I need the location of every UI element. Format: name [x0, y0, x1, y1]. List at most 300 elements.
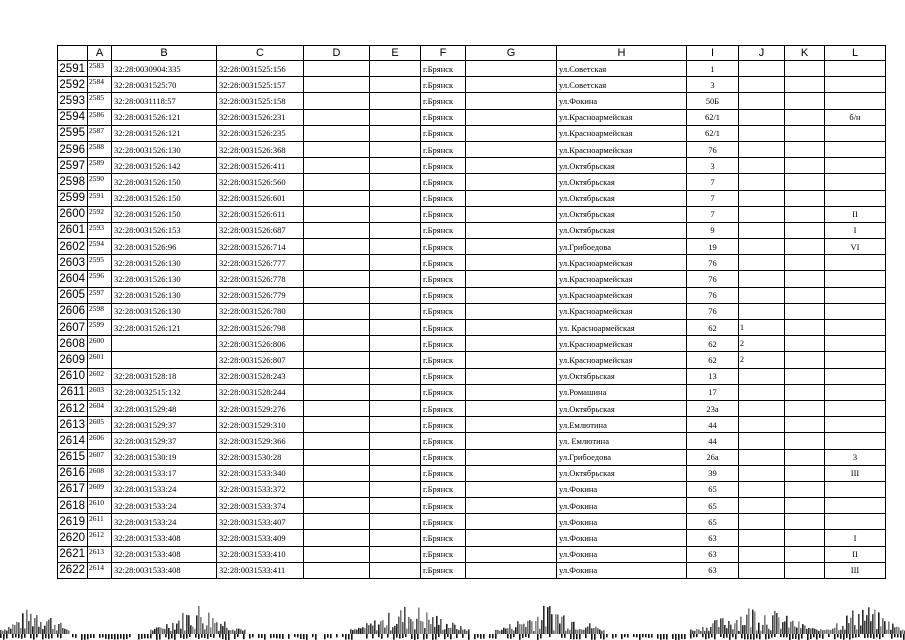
cell-c: 32:28:0031526:560	[217, 174, 304, 190]
cell-a: 2614	[88, 562, 112, 578]
table-row	[58, 384, 886, 400]
cell-l	[825, 481, 886, 497]
cell-b: 32:28:0031528:18	[112, 368, 217, 384]
cell-i: 3	[687, 77, 739, 93]
cell-e	[370, 465, 421, 481]
column-header-h: H	[557, 46, 687, 61]
cell-e	[370, 562, 421, 578]
cell-h: ул.Октябрьская	[557, 368, 687, 384]
row-number: 2599	[58, 190, 88, 206]
cell-l	[825, 320, 886, 336]
table-row	[58, 271, 886, 287]
cell-h: ул.Фокина	[557, 562, 687, 578]
cell-a: 2613	[88, 546, 112, 562]
cell-k	[785, 61, 825, 77]
cell-f: г.Брянск	[421, 352, 466, 368]
cell-k	[785, 514, 825, 530]
cell-f: г.Брянск	[421, 206, 466, 222]
cell-j	[739, 417, 785, 433]
cell-i: 63	[687, 562, 739, 578]
cell-i: 3	[687, 158, 739, 174]
cell-j	[739, 206, 785, 222]
row-number: 2597	[58, 158, 88, 174]
cell-f: г.Брянск	[421, 546, 466, 562]
cell-e	[370, 239, 421, 255]
cell-h: ул.Октябрьская	[557, 465, 687, 481]
cell-a: 2598	[88, 303, 112, 319]
cell-c: 32:28:0031526:411	[217, 158, 304, 174]
cell-g	[466, 271, 557, 287]
cell-i: 50Б	[687, 93, 739, 109]
cell-g	[466, 384, 557, 400]
cell-g	[466, 255, 557, 271]
cell-k	[785, 546, 825, 562]
cell-k	[785, 368, 825, 384]
cell-h: ул.Красноармейская	[557, 255, 687, 271]
cell-h: ул.Красноармейская	[557, 287, 687, 303]
cell-f: г.Брянск	[421, 77, 466, 93]
cell-e	[370, 287, 421, 303]
cell-b	[112, 352, 217, 368]
cell-i: 39	[687, 465, 739, 481]
cell-b: 32:28:0031526:121	[112, 125, 217, 141]
cell-j	[739, 109, 785, 125]
cell-g	[466, 368, 557, 384]
cell-b: 32:28:0031118:57	[112, 93, 217, 109]
table-row	[58, 61, 886, 77]
cell-b: 32:28:0031526:130	[112, 271, 217, 287]
cell-a: 2587	[88, 125, 112, 141]
cell-f: г.Брянск	[421, 433, 466, 449]
cell-e	[370, 158, 421, 174]
table-row	[58, 158, 886, 174]
cell-j	[739, 174, 785, 190]
cell-i: 7	[687, 190, 739, 206]
table-row	[58, 368, 886, 384]
cell-j	[739, 465, 785, 481]
cell-k	[785, 174, 825, 190]
cell-g	[466, 417, 557, 433]
cell-l	[825, 174, 886, 190]
cell-f: г.Брянск	[421, 141, 466, 157]
cell-i: 76	[687, 141, 739, 157]
cell-h: ул.Октябрьская	[557, 400, 687, 416]
cell-c: 32:28:0031526:235	[217, 125, 304, 141]
table-row	[58, 222, 886, 238]
row-number: 2615	[58, 449, 88, 465]
cell-c: 32:28:0031530:28	[217, 449, 304, 465]
cell-f: г.Брянск	[421, 384, 466, 400]
cell-g	[466, 320, 557, 336]
cell-b: 32:28:0031526:130	[112, 141, 217, 157]
row-number: 2609	[58, 352, 88, 368]
cell-c: 32:28:0031533:374	[217, 498, 304, 514]
cell-e	[370, 255, 421, 271]
cell-l: II	[825, 546, 886, 562]
cell-g	[466, 400, 557, 416]
table-row	[58, 320, 886, 336]
cell-k	[785, 158, 825, 174]
cell-l: б/н	[825, 109, 886, 125]
cell-b: 32:28:0031529:37	[112, 433, 217, 449]
cell-d	[304, 498, 370, 514]
cell-b: 32:28:0031525:70	[112, 77, 217, 93]
cell-l	[825, 287, 886, 303]
cell-e	[370, 320, 421, 336]
cell-e	[370, 93, 421, 109]
cell-c: 32:28:0031526:779	[217, 287, 304, 303]
cell-e	[370, 417, 421, 433]
cell-j	[739, 530, 785, 546]
cell-f: г.Брянск	[421, 190, 466, 206]
cell-b: 32:28:0031529:48	[112, 400, 217, 416]
row-number: 2621	[58, 546, 88, 562]
cell-l	[825, 498, 886, 514]
cell-a: 2589	[88, 158, 112, 174]
cell-i: 7	[687, 206, 739, 222]
cell-b: 32:28:0031526:121	[112, 320, 217, 336]
cell-d	[304, 530, 370, 546]
cell-l: II	[825, 206, 886, 222]
cell-e	[370, 368, 421, 384]
table-row	[58, 125, 886, 141]
cell-k	[785, 481, 825, 497]
cell-i: 62	[687, 320, 739, 336]
cell-a: 2610	[88, 498, 112, 514]
cell-b: 32:28:0031533:408	[112, 562, 217, 578]
cell-f: г.Брянск	[421, 481, 466, 497]
cell-j	[739, 481, 785, 497]
cell-k	[785, 190, 825, 206]
cell-e	[370, 481, 421, 497]
row-number: 2614	[58, 433, 88, 449]
cell-c: 32:28:0031529:310	[217, 417, 304, 433]
cell-c: 32:28:0031528:243	[217, 368, 304, 384]
row-number: 2607	[58, 320, 88, 336]
cell-k	[785, 449, 825, 465]
cell-c: 32:28:0031533:372	[217, 481, 304, 497]
cell-l	[825, 271, 886, 287]
cell-a: 2586	[88, 109, 112, 125]
cell-c: 32:28:0031533:340	[217, 465, 304, 481]
cell-d	[304, 109, 370, 125]
cell-e	[370, 125, 421, 141]
table-row	[58, 336, 886, 352]
cell-d	[304, 514, 370, 530]
cell-a: 2585	[88, 93, 112, 109]
row-number: 2608	[58, 336, 88, 352]
cell-f: г.Брянск	[421, 320, 466, 336]
cell-j	[739, 141, 785, 157]
cell-b: 32:28:0031526:130	[112, 287, 217, 303]
cell-l	[825, 61, 886, 77]
cell-f: г.Брянск	[421, 125, 466, 141]
cell-l	[825, 255, 886, 271]
cell-a: 2593	[88, 222, 112, 238]
cell-f: г.Брянск	[421, 336, 466, 352]
cell-h: ул.Советская	[557, 77, 687, 93]
cell-a: 2597	[88, 287, 112, 303]
cell-e	[370, 433, 421, 449]
cell-j	[739, 562, 785, 578]
cell-e	[370, 174, 421, 190]
cell-i: 65	[687, 481, 739, 497]
cell-a: 2609	[88, 481, 112, 497]
cell-d	[304, 77, 370, 93]
cell-k	[785, 287, 825, 303]
table-row	[58, 255, 886, 271]
cell-g	[466, 433, 557, 449]
cell-j	[739, 271, 785, 287]
cell-e	[370, 546, 421, 562]
cell-b: 32:28:0031526:150	[112, 174, 217, 190]
cell-h: ул.Фокина	[557, 498, 687, 514]
cell-d	[304, 368, 370, 384]
cell-h: ул.Красноармейская	[557, 352, 687, 368]
cell-f: г.Брянск	[421, 562, 466, 578]
cell-k	[785, 336, 825, 352]
table-row	[58, 546, 886, 562]
cell-l	[825, 336, 886, 352]
cell-d	[304, 465, 370, 481]
cell-d	[304, 255, 370, 271]
cell-b: 32:28:0031526:96	[112, 239, 217, 255]
cell-a: 2608	[88, 465, 112, 481]
scan-edge-artifact	[0, 590, 905, 640]
cell-g	[466, 562, 557, 578]
column-header-f: F	[421, 46, 466, 61]
cell-j	[739, 158, 785, 174]
row-number: 2593	[58, 93, 88, 109]
column-header-l: L	[825, 46, 886, 61]
row-number: 2594	[58, 109, 88, 125]
cell-b: 32:28:0031526:150	[112, 206, 217, 222]
cell-g	[466, 287, 557, 303]
column-header-row	[58, 46, 886, 61]
cell-b: 32:28:0031533:24	[112, 498, 217, 514]
cell-c: 32:28:0031526:777	[217, 255, 304, 271]
cell-d	[304, 320, 370, 336]
cell-a: 2611	[88, 514, 112, 530]
cell-e	[370, 222, 421, 238]
cell-c: 32:28:0031533:409	[217, 530, 304, 546]
cell-b: 32:28:0031530:19	[112, 449, 217, 465]
cell-g	[466, 174, 557, 190]
cell-g	[466, 141, 557, 157]
cell-i: 65	[687, 498, 739, 514]
cell-c: 32:28:0031533:407	[217, 514, 304, 530]
cell-d	[304, 303, 370, 319]
cell-b: 32:28:0031533:24	[112, 514, 217, 530]
column-header-i: I	[687, 46, 739, 61]
table-row	[58, 530, 886, 546]
table-row	[58, 287, 886, 303]
cell-j	[739, 384, 785, 400]
cell-a: 2607	[88, 449, 112, 465]
cell-e	[370, 271, 421, 287]
cell-j	[739, 255, 785, 271]
table-row	[58, 77, 886, 93]
cell-g	[466, 546, 557, 562]
row-number: 2617	[58, 481, 88, 497]
cell-i: 62	[687, 336, 739, 352]
table-row	[58, 190, 886, 206]
cell-f: г.Брянск	[421, 530, 466, 546]
row-number: 2612	[58, 400, 88, 416]
cell-g	[466, 61, 557, 77]
row-number: 2620	[58, 530, 88, 546]
cell-k	[785, 562, 825, 578]
cell-l: III	[825, 465, 886, 481]
cell-h: ул.Грибоедова	[557, 449, 687, 465]
cell-e	[370, 514, 421, 530]
cell-j	[739, 125, 785, 141]
cell-i: 44	[687, 433, 739, 449]
cell-g	[466, 336, 557, 352]
cell-d	[304, 287, 370, 303]
cell-h: ул. Красноармейская	[557, 320, 687, 336]
cell-c: 32:28:0031526:714	[217, 239, 304, 255]
row-number: 2595	[58, 125, 88, 141]
cell-h: ул.Фокина	[557, 546, 687, 562]
cell-f: г.Брянск	[421, 449, 466, 465]
cell-a: 2612	[88, 530, 112, 546]
cell-d	[304, 352, 370, 368]
row-number: 2603	[58, 255, 88, 271]
cell-i: 1	[687, 61, 739, 77]
cell-k	[785, 465, 825, 481]
cell-i: 62/1	[687, 125, 739, 141]
cell-d	[304, 206, 370, 222]
cell-e	[370, 61, 421, 77]
cell-f: г.Брянск	[421, 368, 466, 384]
table-row	[58, 449, 886, 465]
cell-h: ул.Красноармейская	[557, 271, 687, 287]
row-number: 2600	[58, 206, 88, 222]
cell-i: 26а	[687, 449, 739, 465]
cell-i: 19	[687, 239, 739, 255]
cell-e	[370, 336, 421, 352]
cell-i: 7	[687, 174, 739, 190]
cell-k	[785, 77, 825, 93]
cell-a: 2605	[88, 417, 112, 433]
cell-h: ул.Фокина	[557, 93, 687, 109]
cell-e	[370, 303, 421, 319]
cell-g	[466, 206, 557, 222]
row-number: 2616	[58, 465, 88, 481]
row-number: 2596	[58, 141, 88, 157]
cell-c: 32:28:0031529:276	[217, 400, 304, 416]
cell-k	[785, 271, 825, 287]
cell-a: 2601	[88, 352, 112, 368]
cell-h: ул.Красноармейская	[557, 336, 687, 352]
row-number: 2606	[58, 303, 88, 319]
cell-h: ул.Красноармейская	[557, 141, 687, 157]
cell-l	[825, 352, 886, 368]
cell-g	[466, 498, 557, 514]
cell-d	[304, 433, 370, 449]
cell-l	[825, 158, 886, 174]
cell-h: ул.Красноармейская	[557, 125, 687, 141]
cell-a: 2602	[88, 368, 112, 384]
column-header-b: B	[112, 46, 217, 61]
cell-j	[739, 449, 785, 465]
table-row	[58, 400, 886, 416]
column-header-a: A	[88, 46, 112, 61]
cell-f: г.Брянск	[421, 222, 466, 238]
cell-b: 32:28:0031533:408	[112, 530, 217, 546]
spreadsheet-table	[57, 45, 886, 579]
cell-j	[739, 433, 785, 449]
cell-j	[739, 368, 785, 384]
cell-f: г.Брянск	[421, 239, 466, 255]
table-row	[58, 352, 886, 368]
table-row	[58, 465, 886, 481]
cell-g	[466, 514, 557, 530]
cell-j	[739, 287, 785, 303]
cell-f: г.Брянск	[421, 417, 466, 433]
cell-g	[466, 465, 557, 481]
cell-i: 62	[687, 352, 739, 368]
row-number: 2611	[58, 384, 88, 400]
table-row	[58, 417, 886, 433]
cell-l: I	[825, 222, 886, 238]
cell-c: 32:28:0031533:410	[217, 546, 304, 562]
cell-d	[304, 481, 370, 497]
cell-l	[825, 125, 886, 141]
cell-l	[825, 417, 886, 433]
cell-h: ул.Фокина	[557, 514, 687, 530]
cell-k	[785, 93, 825, 109]
cell-i: 63	[687, 530, 739, 546]
cell-b: 32:28:0031533:408	[112, 546, 217, 562]
row-number: 2598	[58, 174, 88, 190]
column-header-g: G	[466, 46, 557, 61]
cell-k	[785, 498, 825, 514]
cell-e	[370, 109, 421, 125]
cell-c: 32:28:0031526:601	[217, 190, 304, 206]
cell-k	[785, 352, 825, 368]
table-row	[58, 174, 886, 190]
cell-h: ул. Емлютина	[557, 433, 687, 449]
row-number: 2618	[58, 498, 88, 514]
cell-i: 76	[687, 255, 739, 271]
cell-h: ул.Емлютина	[557, 417, 687, 433]
cell-b: 32:28:0031526:142	[112, 158, 217, 174]
cell-c: 32:28:0031533:411	[217, 562, 304, 578]
cell-g	[466, 449, 557, 465]
row-number: 2622	[58, 562, 88, 578]
cell-k	[785, 239, 825, 255]
cell-e	[370, 449, 421, 465]
table-row	[58, 562, 886, 578]
cell-g	[466, 109, 557, 125]
cell-f: г.Брянск	[421, 158, 466, 174]
cell-c: 32:28:0031526:687	[217, 222, 304, 238]
cell-i: 63	[687, 546, 739, 562]
cell-l: VI	[825, 239, 886, 255]
cell-d	[304, 562, 370, 578]
cell-h: ул.Октябрьская	[557, 174, 687, 190]
cell-k	[785, 125, 825, 141]
cell-j	[739, 222, 785, 238]
cell-j: 2	[739, 352, 785, 368]
row-number: 2604	[58, 271, 88, 287]
cell-d	[304, 400, 370, 416]
cell-i: 9	[687, 222, 739, 238]
cell-e	[370, 530, 421, 546]
cell-i: 76	[687, 271, 739, 287]
